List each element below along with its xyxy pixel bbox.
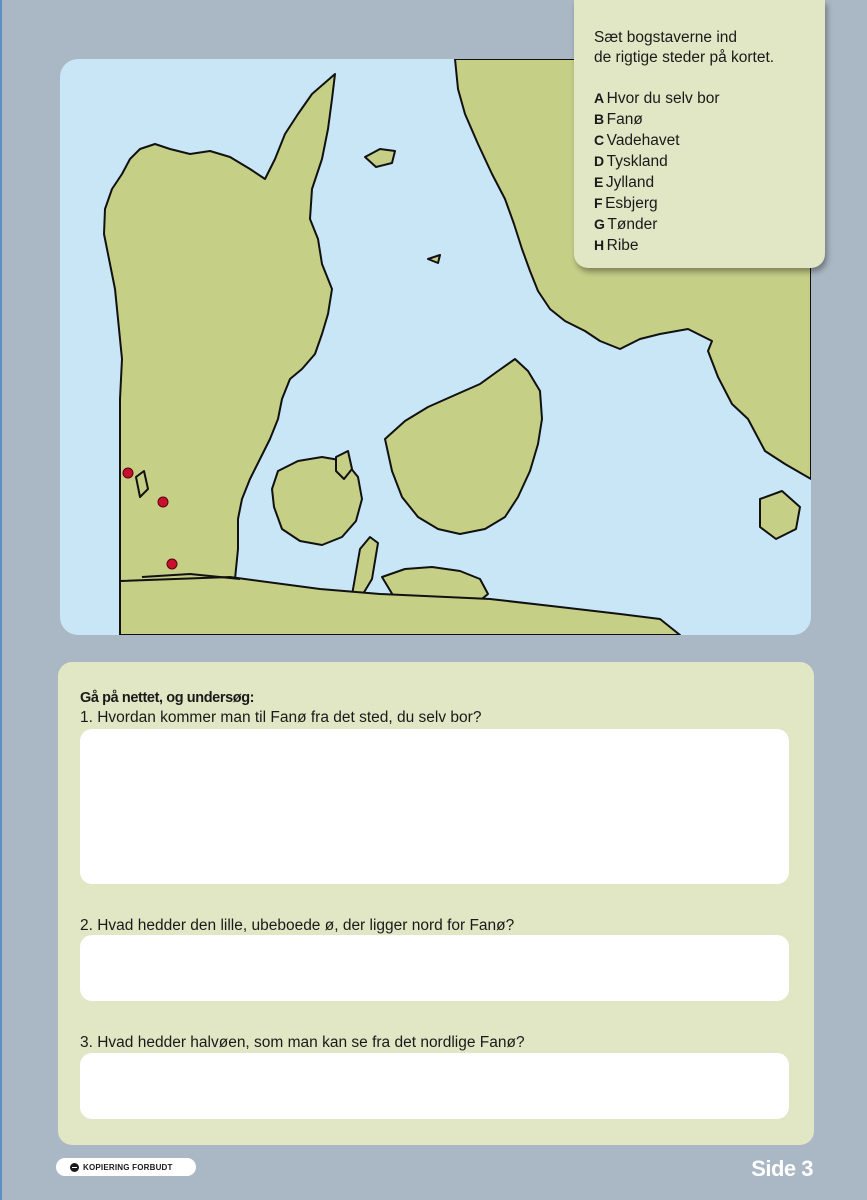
jutland-landmass (104, 74, 335, 635)
legend-item-h (594, 235, 815, 256)
legend-label: Fanø (606, 111, 643, 128)
legend-letter: B (594, 111, 604, 127)
legend-label: Hvor du selv bor (606, 90, 720, 107)
map-marker-1 (123, 468, 133, 478)
legend-item-b (594, 109, 815, 130)
legend-card (574, 0, 825, 268)
questions-panel (58, 662, 814, 1145)
legend-letter: F (594, 195, 603, 211)
laeso-island (365, 149, 395, 167)
legend-item-g (594, 214, 815, 235)
bornholm-island (760, 491, 800, 539)
map-marker-2 (158, 497, 168, 507)
anholt-island (428, 255, 440, 263)
legend-label: Vadehavet (606, 132, 680, 149)
legend-item-c (594, 130, 815, 151)
copy-notice-text: KOPIERING FORBUDT (83, 1162, 173, 1172)
legend-label: Esbjerg (605, 195, 658, 212)
legend-item-f (594, 193, 815, 214)
legend-label: Tønder (607, 216, 658, 233)
legend-label: Jylland (605, 174, 655, 191)
legend-label: Tyskland (606, 153, 668, 170)
legend-intro-line-2: de rigtige steder på kortet. (594, 49, 775, 66)
legend-letter: A (594, 90, 604, 106)
legend-letter: C (594, 132, 604, 148)
page-number: Side 3 (751, 1156, 813, 1181)
legend-item-e (594, 172, 815, 193)
answer-box-3[interactable] (80, 1053, 789, 1119)
page-left-edge (0, 0, 2, 1200)
legend-instructions (594, 28, 815, 68)
legend-item-a (594, 88, 815, 109)
legend-letter: E (594, 174, 603, 190)
question-1-text: 1. Hvordan kommer man til Fanø fra det sted, du selv bor? (80, 709, 482, 726)
legend-letter: G (594, 216, 605, 232)
legend-label: Ribe (606, 237, 639, 254)
question-2-text: 2. Hvad hedder den lille, ubeboede ø, der ligger nord for Fanø? (80, 917, 515, 934)
legend-item-d (594, 151, 815, 172)
langeland-island (352, 537, 378, 599)
legend-letter: D (594, 153, 604, 169)
copy-notice-badge (56, 1158, 196, 1176)
no-entry-icon (70, 1163, 79, 1172)
map-marker-3 (167, 559, 177, 569)
zealand-island (385, 359, 542, 534)
answer-box-2[interactable] (80, 935, 789, 1001)
answer-box-1[interactable] (80, 729, 789, 884)
legend-intro-line-1: Sæt bogstaverne ind (594, 29, 738, 46)
legend-letter: H (594, 237, 604, 253)
questions-heading: Gå på nettet, og undersøg: (80, 690, 255, 706)
question-3-text: 3. Hvad hedder halvøen, som man kan se fra det nordlige Fanø? (80, 1034, 525, 1051)
